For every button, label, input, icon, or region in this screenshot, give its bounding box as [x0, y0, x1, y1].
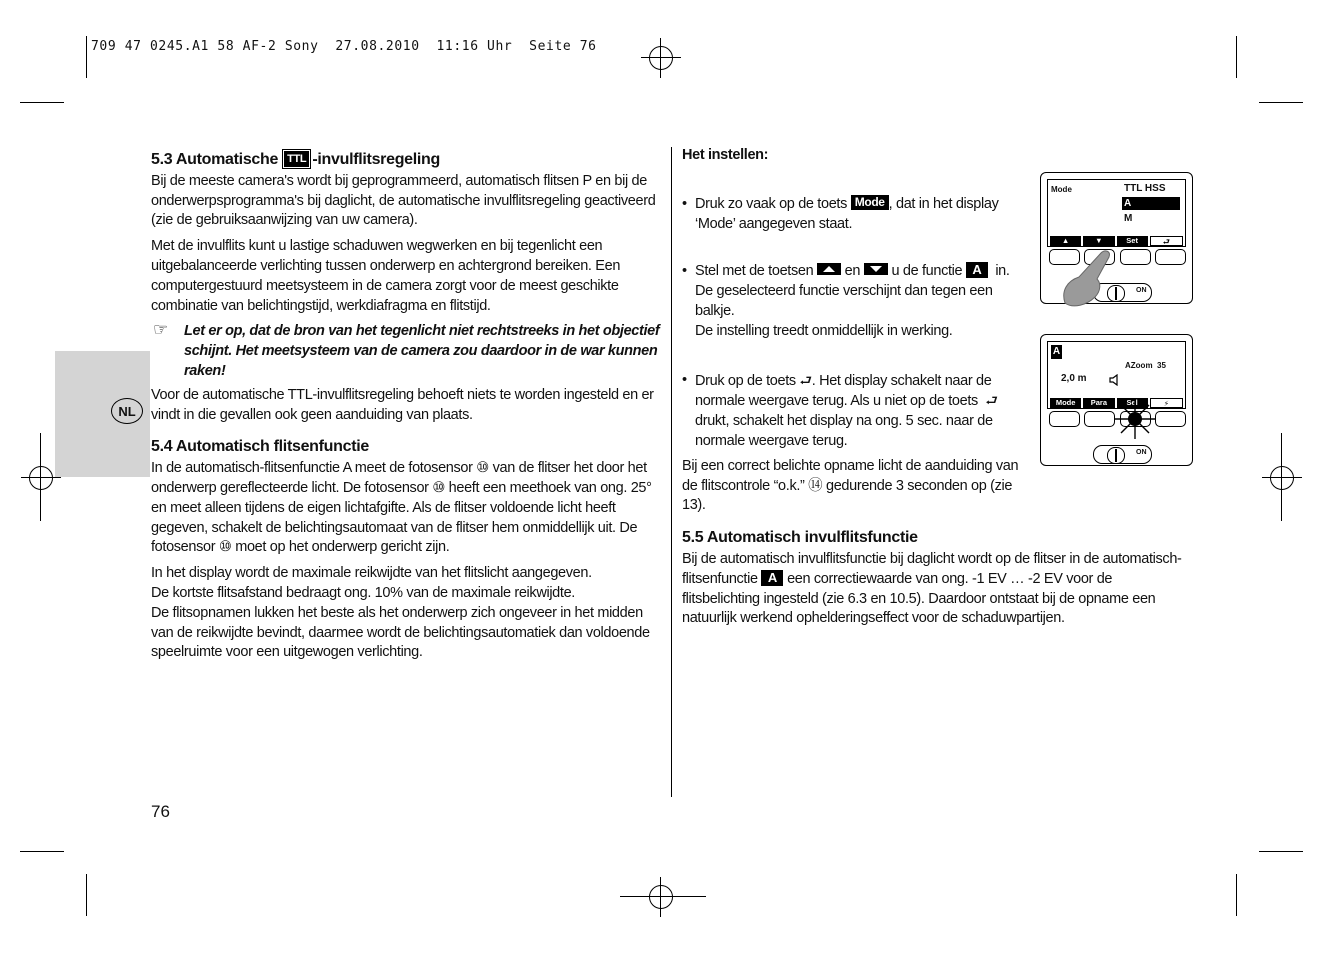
crop-mark: [86, 36, 87, 78]
softkey-flash-icon: ⚡: [1150, 398, 1183, 408]
crop-mark: [20, 851, 64, 852]
ttl-badge-icon: TTL: [284, 151, 309, 167]
hardware-button: [1084, 411, 1115, 427]
paragraph: Bij de meeste camera's wordt bij geprogrammeerd, automatisch flitsen P en bij de onderwerpsprogramma's bij daglicht, de automatische invulflitsregeling geactiveerd (zie de gebruiksaanwijzing van uw camera).: [151, 172, 656, 229]
crop-mark: [1236, 874, 1237, 916]
bullet-item: • Stel met de toetsen en u de functie A in. De geselecteerd functie verschijnt dan tegen een balkje. De instelling treedt onmiddellijk in werking.: [682, 262, 1027, 341]
section-5-4-title: 5.4 Automatisch flitsenfunctie: [151, 438, 370, 456]
paragraph: Voor de automatische TTL-invulflitsregeling behoeft niets te worden ingesteld en er vindt in die gevallen ook geen aanduiding van plaats.: [151, 386, 654, 423]
instellen-title: Het instellen:: [682, 147, 769, 163]
paragraph: In de automatisch-flitsenfunctie A meet de fotosensor ⑩ van de flitser het door het onderwerp gereflecteerde licht. De fotosensor ⑩ heeft een meethoek van ong. 25° en meet alleen tijdens de eigen lichtafgifte. Als de flitser voldoende licht heeft gegeven, schakelt de belichtingsautomaat van de flitser hem onmiddellijk uit. De fotosensor ⑩ moet op het onderwerp gericht zijn.: [151, 460, 652, 556]
speaker-icon: [1109, 374, 1121, 386]
crop-mark: [1259, 102, 1303, 103]
bullet-item: • Druk op de toets ⮐. Het display schakelt naar de normale weergave terug. Als u niet op de toets ⮐ drukt, schakelt het display na ong. 5 sec. naar de normale weergave terug.: [682, 371, 1027, 452]
function-a-key-icon: A: [761, 570, 783, 586]
power-switch: ON: [1093, 445, 1152, 464]
softkey-para: Para: [1083, 398, 1114, 408]
crop-mark: [1259, 851, 1303, 852]
paragraph: Bij een correct belichte opname licht de aanduiding van de flitscontrole “o.k.” ⑭ gedurende 3 seconden op (zie 13).: [682, 457, 1019, 514]
paragraph: De flitsopnamen lukken het beste als het onderwerp zich ongeveer in het midden van de reikwijdte bevindt, daarmee wordt de belichtingsautomatiek dan voldoende speelruimte voor een uitgewogen verlichting.: [151, 604, 650, 661]
lcd-zoom: AZoom 35: [1125, 361, 1166, 370]
softkey-return-icon: ⮐: [1150, 236, 1183, 246]
paragraph: De kortste flitsafstand bedraagt ong. 10% van de maximale reikwijdte.: [151, 584, 575, 601]
return-key-icon: ⮐: [985, 392, 998, 409]
language-badge: NL: [111, 398, 143, 424]
print-header: 709 47 0245.A1 58 AF-2 Sony 27.08.2010 11:16 Uhr Seite 76: [91, 39, 597, 54]
registration-mark-icon: [641, 877, 681, 917]
lcd-mode-badge: A: [1052, 346, 1061, 357]
crop-mark: [1236, 36, 1237, 78]
bullet-item: • Druk zo vaak op de toets Mode , dat in het display ‘Mode’ aangegeven staat.: [682, 195, 1027, 235]
lcd-option-a-selected: A: [1122, 197, 1180, 210]
softkey-sel: Sel: [1117, 398, 1148, 408]
arrow-up-key-icon: [817, 263, 841, 275]
hardware-button: [1155, 249, 1186, 265]
switch-knob: [1107, 447, 1125, 464]
press-burst-icon: [1113, 397, 1157, 441]
crop-mark: [20, 102, 64, 103]
paragraph: Met de invulflits kunt u lastige schaduwen wegwerken en bij tegenlicht een uitgebalanceerde verlichting tussen onderwerp en achtergrond bereiken. Een computergestuurd meetsysteem in de camera zorgt voor de meest geschikte combinatie van belichtingstijd, werkdiafragma en flitstijd.: [151, 238, 621, 314]
function-a-key-icon: A: [966, 262, 988, 278]
lcd-option-ttl-hss: TTL HSS: [1124, 183, 1166, 194]
hardware-button: [1155, 411, 1186, 427]
softkey-set: Set: [1117, 236, 1148, 246]
crop-mark: [86, 874, 87, 916]
flash-display-illustration: [1040, 334, 1193, 466]
softkey-mode: Mode: [1050, 398, 1081, 408]
left-column: [151, 150, 661, 669]
arrow-down-key-icon: [864, 263, 888, 275]
note-paragraph: ☞ Let er op, dat de bron van het tegenlicht niet rechtstreeks in het objectief schijnt. Het meetsysteem van de camera zou daardoor in de war kunnen raken!: [153, 320, 660, 379]
return-key-icon: ⮐: [799, 371, 812, 388]
registration-mark-icon: [641, 38, 681, 78]
hardware-button: [1049, 411, 1080, 427]
lcd-distance: 2,0 m: [1061, 373, 1087, 384]
power-switch: ON: [1093, 283, 1152, 302]
paragraph: Bij de automatisch invulflitsfunctie bij daglicht wordt op de flitser in de automatisch-flitsenfunctie A een correctiewaarde van ong. -1 EV … -2 EV voor de flitsbelichting ingesteld (zie 6.3 en 10.5). Daardoor ontstaat bij de opname een natuurlijk werkend ophelderingseffect voor de schaduwpartijen.: [682, 550, 1182, 627]
section-5-5-title: 5.5 Automatisch invulflitsfunctie: [682, 529, 918, 547]
paragraph: In het display wordt de maximale reikwijdte van het flitslicht aangegeven.: [151, 565, 592, 582]
lcd-option-m: M: [1124, 213, 1133, 224]
pointing-hand-icon: ☞: [153, 320, 168, 340]
flash-display-illustration: [1040, 172, 1193, 304]
registration-mark-icon: [1262, 458, 1302, 498]
page-number: 76: [151, 802, 170, 821]
section-5-3-title: 5.3 Automatische TTL -invulflitsregeling: [151, 151, 441, 168]
lcd-mode-label: Mode: [1051, 185, 1072, 194]
lcd-screen: [1047, 179, 1186, 247]
softkey-down-icon: ▼: [1083, 236, 1114, 246]
finger-pointer-icon: [1057, 243, 1127, 313]
column-divider: [671, 147, 672, 797]
mode-key-icon: Mode: [851, 195, 889, 210]
softkey-up-icon: ▲: [1050, 236, 1081, 246]
